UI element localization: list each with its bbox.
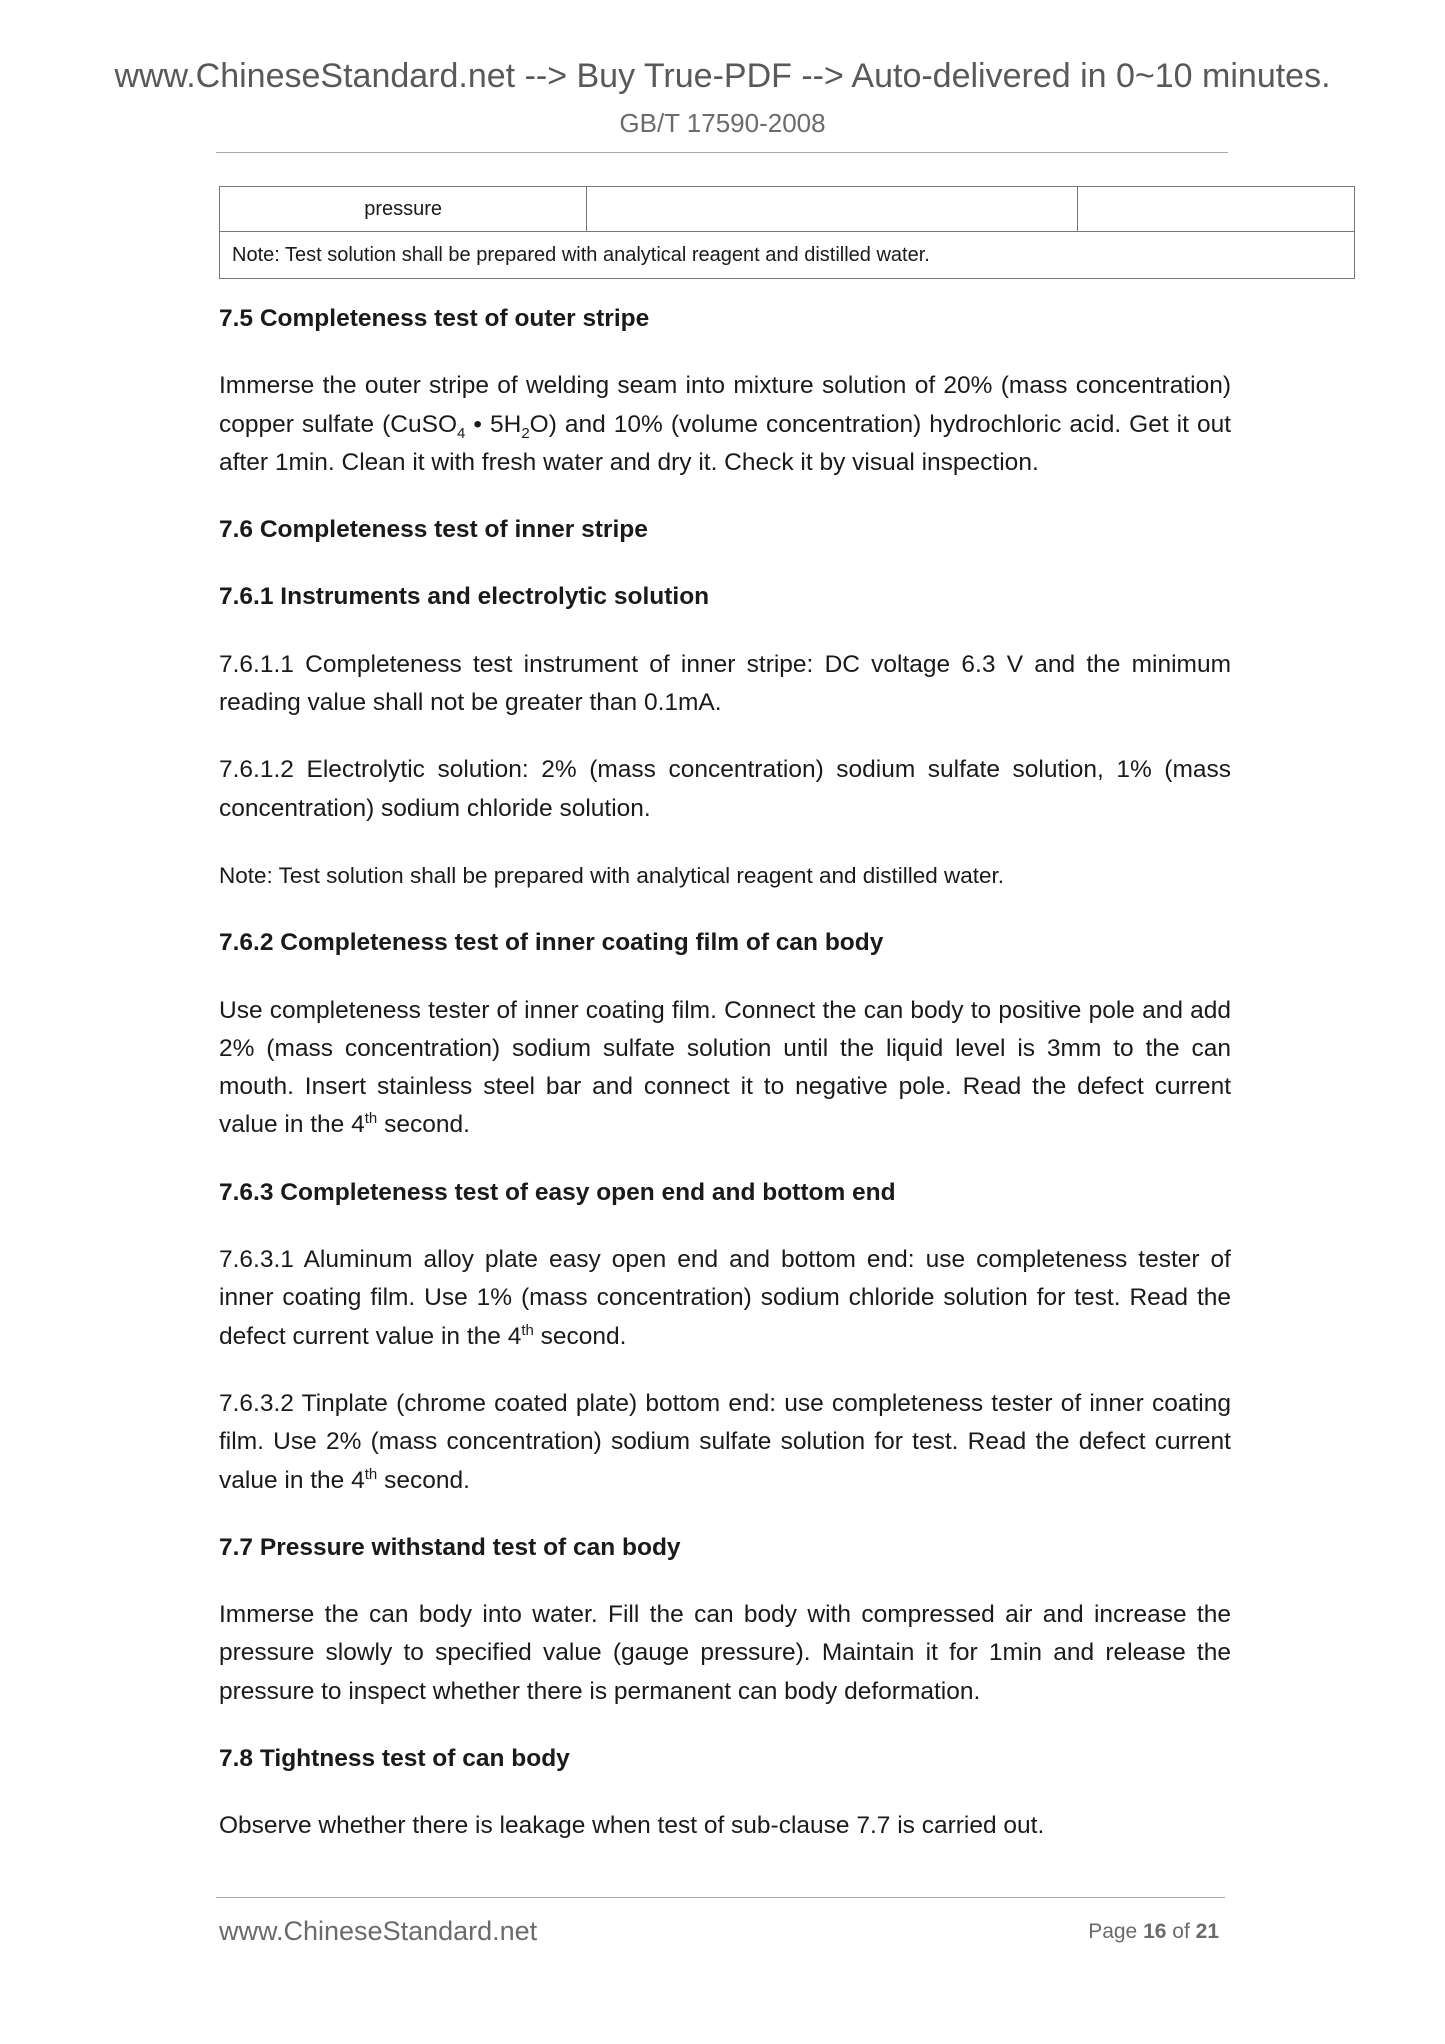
section-heading-7-5: 7.5 Completeness test of outer stripe	[219, 305, 650, 332]
header-banner: www.ChineseStandard.net --> Buy True-PDF --> Auto-delivered in 0~10 minutes.	[114, 57, 1331, 95]
paragraph-7-8: Observe whether there is leakage when test of sub-clause 7.7 is carried out.	[219, 1812, 1045, 1840]
paragraph-7-6-1-1: 7.6.1.1 Completeness test instrument of inner stripe: DC voltage 6.3 V and the minimum reading value shall not be greater than 0.1mA.	[219, 650, 1231, 717]
section-heading-7-6-1: 7.6.1 Instruments and electrolytic solution	[219, 583, 710, 611]
table-note: Note: Test solution shall be prepared with analytical reagent and distilled water.	[220, 232, 1355, 279]
table-cell: pressure	[220, 187, 587, 232]
note-7-6-1: Note: Test solution shall be prepared with analytical reagent and distilled water.	[219, 862, 1005, 888]
document-body	[219, 300, 1231, 1875]
page-header	[0, 54, 1445, 140]
spec-table	[219, 186, 1355, 279]
section-heading-7-7: 7.7 Pressure withstand test of can body	[219, 1533, 681, 1561]
paragraph-7-6-3-1: 7.6.3.1 Aluminum alloy plate easy open end and bottom end: use completeness tester of inner coating film. Use 1% (mass concentration) sodium chloride solution for test. Read the defect current value in the 4th second.	[219, 1246, 1231, 1350]
section-heading-7-6: 7.6 Completeness test of inner stripe	[219, 516, 648, 544]
paragraph-7-6-2: Use completeness tester of inner coating film. Connect the can body to positive pole and add 2% (mass concentration) sodium sulfate solution until the liquid level is 3mm to the can mouth. Insert stainless steel bar and connect it to negative pole. Read the defect current value in the 4th second.	[219, 996, 1231, 1139]
section-heading-7-6-3: 7.6.3 Completeness test of easy open end and bottom end	[219, 1178, 896, 1206]
standard-number: GB/T 17590-2008	[619, 108, 826, 138]
paragraph-7-6-3-2: 7.6.3.2 Tinplate (chrome coated plate) bottom end: use completeness tester of inner coating film. Use 2% (mass concentration) sodium sulfate solution for test. Read the defect current value in the 4th second.	[219, 1389, 1231, 1494]
footer-site-link[interactable]: www.ChineseStandard.net	[219, 1916, 538, 1946]
header-divider	[216, 152, 1228, 153]
paragraph-7-7: Immerse the can body into water. Fill the can body with compressed air and increase the pressure slowly to specified value (gauge pressure). Maintain it for 1min and release the pressure to inspect whether there is permanent can body deformation.	[219, 1601, 1231, 1705]
table-row	[220, 232, 1355, 279]
footer-divider	[216, 1897, 1225, 1898]
table-row	[220, 187, 1355, 232]
section-heading-7-6-2: 7.6.2 Completeness test of inner coating film of can body	[219, 929, 884, 957]
table-cell	[1077, 187, 1354, 232]
table-cell	[587, 187, 1077, 232]
paragraph-7-6-1-2: 7.6.1.2 Electrolytic solution: 2% (mass concentration) sodium sulfate solution, 1% (mass concentration) sodium chloride solution.	[219, 756, 1231, 822]
page-number: Page 16 of 21	[1088, 1920, 1219, 1943]
section-heading-7-8: 7.8 Tightness test of can body	[219, 1745, 570, 1773]
paragraph-7-5: Immerse the outer stripe of welding seam into mixture solution of 20% (mass concentration) copper sulfate (CuSO$_4$ • $5H_2O$) and 10% (volume concentration) hydrochloric acid. Get it out after 1min. Clean it with fresh water and dry it. Check it by visual inspection.	[219, 372, 1231, 476]
